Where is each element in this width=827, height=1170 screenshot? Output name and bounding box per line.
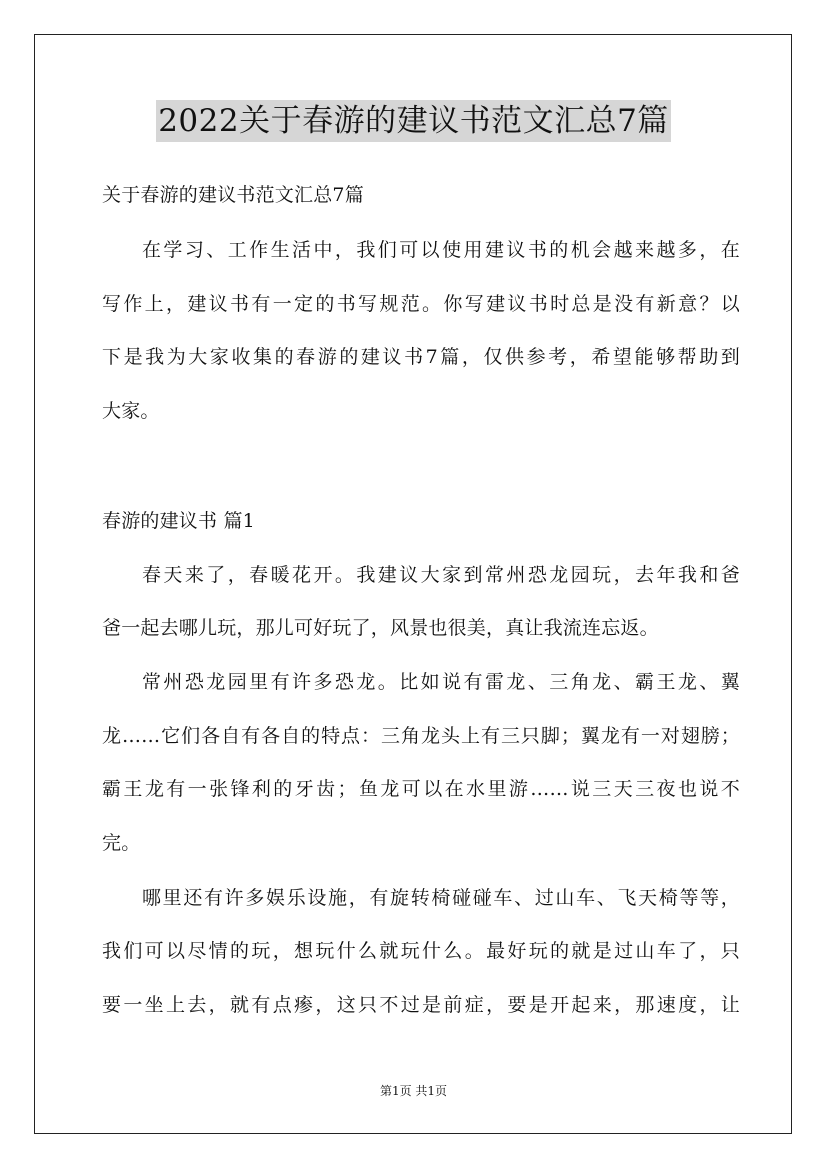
intro-line: 下是我为大家收集的春游的建议书7篇，仅供参考，希望能够帮助到 [102,346,740,368]
body-line: 完。 [102,832,141,854]
body-line: 爸一起去哪儿玩，那儿可好玩了，风景也很美，真让我流连忘返。 [102,617,659,639]
intro-line: 写作上，建议书有一定的书写规范。你写建议书时总是没有新意？以 [102,293,740,315]
document-title: 2022关于春游的建议书范文汇总7篇 [156,100,671,142]
body-line: 我们可以尽情的玩，想玩什么就玩什么。最好玩的就是过山车了，只 [102,940,740,962]
section-heading: 春游的建议书 篇1 [102,510,255,532]
body-line: 要一坐上去，就有点瘆，这只不过是前症，要是开起来，那速度，让 [102,994,740,1016]
intro-line: 大家。 [102,400,160,422]
page-footer: 第1页 共1页 [379,1084,448,1098]
title-container [0,100,827,142]
intro-line: 在学习、工作生活中，我们可以使用建议书的机会越来越多，在 [142,239,740,261]
body-line: 哪里还有许多娱乐设施，有旋转椅碰碰车、过山车、飞天椅等等， [142,887,740,909]
body-line: 常州恐龙园里有许多恐龙。比如说有雷龙、三角龙、霸王龙、翼 [142,671,740,693]
body-line: 春天来了，春暖花开。我建议大家到常州恐龙园玩，去年我和爸 [142,564,740,586]
body-line: 霸王龙有一张锋利的牙齿；鱼龙可以在水里游……说三天三夜也说不 [102,778,740,800]
body-line: 龙……它们各自有各自的特点：三角龙头上有三只脚；翼龙有一对翅膀； [102,725,740,747]
intro-heading: 关于春游的建议书范文汇总7篇 [102,184,364,206]
